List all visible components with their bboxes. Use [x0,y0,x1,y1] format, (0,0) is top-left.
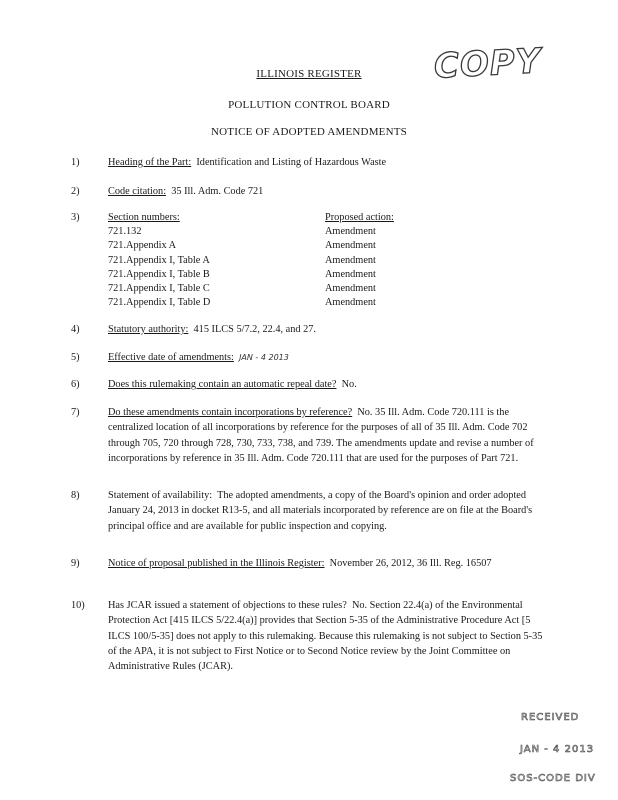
section-action: Amendment [325,240,376,252]
item-text: Identification and Listing of Hazardous Waste [196,157,387,168]
item-number: 10) [71,600,85,611]
item-body [108,488,548,534]
effective-date-handwritten: JAN - 4 2013 [239,353,289,362]
item-number: 5) [71,352,80,363]
section-number: 721.Appendix I, Table B [108,268,210,280]
section-action: Amendment [325,268,376,280]
item-body [108,377,548,392]
section-number: 721.Appendix I, Table D [108,297,211,309]
item-text: No. [341,379,357,390]
section-row [108,254,528,268]
item-number: 6) [71,379,80,390]
proposed-action-label: Proposed action: [325,212,394,223]
section-row [108,239,528,253]
item-label: Does this rulemaking contain an automatic repeal date? [108,379,337,390]
item-label: Heading of the Part: [108,157,192,168]
item-label: Effective date of amendments: [108,352,234,363]
item-body [108,350,548,365]
section-number: 721.Appendix I, Table C [108,283,210,295]
item-text: 35 Ill. Adm. Code 721 [171,186,264,197]
section-row [108,268,528,282]
item-body [108,155,548,170]
item-text: The adopted amendments, a copy of the Board's opinion and order adopted January 24, 2013 in docket R13-5, and all materials incorporated by reference are on file at the Board's principal office and are available for public inspection and copying. [108,490,533,532]
register-title-text: ILLINOIS REGISTER [256,68,362,80]
section-action: Amendment [325,226,376,238]
item-number: 3) [71,212,80,223]
section-numbers-label: Section numbers: [108,212,180,223]
board-title: POLLUTION CONTROL BOARD [228,99,390,111]
notice-title: NOTICE OF ADOPTED AMENDMENTS [211,126,407,138]
section-number: 721.Appendix I, Table A [108,254,210,266]
item-label: Notice of proposal published in the Illinois Register: [108,558,325,569]
section-row [108,225,528,239]
item-body [108,556,548,571]
item-text: No. Section 22.4(a) of the Environmental Protection Act [415 ILCS 5/22.4(a)] provides that Section 5-35 of the Administrative Procedure Act [5 ILCS 100/5-35] does not apply to this rulemaking. Because this rulemaking is not subject to Section 5-35 of the APA, it is not subject to First Notice or to Second Notice review by the Joint Committee on Administrative Rules (JCAR). [108,600,543,673]
section-action: Amendment [325,283,376,295]
received-stamp-date: JAN - 4 2013 [520,744,595,755]
item-label: Code citation: [108,186,167,197]
received-stamp-division: SOS-CODE DIV [510,773,596,784]
section-row [108,296,528,310]
section-action: Amendment [325,297,376,309]
section-row [108,282,528,296]
item-number: 7) [71,407,80,418]
item-text: November 26, 2012, 36 Ill. Reg. 16507 [329,558,492,569]
item-body [108,598,548,674]
item-text: No. 35 Ill. Adm. Code 720.111 is the centralized location of all incorporations by reference for the purposes of all of 35 Ill. Adm. Code 702 through 705, 720 through 728, 730, 733, 738, and 739. The amendments update and revise a number of incorporations by reference in 35 Ill. Adm. Code 720.111 that are used for the purposes of Part 721. [108,407,534,464]
item-label: Statement of availability: [108,490,213,501]
received-stamp: RECEIVED [521,712,580,723]
section-table [108,211,528,310]
item-number: 1) [71,157,80,168]
item-number: 4) [71,324,80,335]
copy-stamp: COPY [433,41,543,87]
item-number: 2) [71,186,80,197]
section-table-header [108,211,528,225]
item-text: 415 ILCS 5/7.2, 22.4, and 27. [193,324,316,335]
section-action: Amendment [325,254,376,266]
section-number: 721.Appendix A [108,240,177,252]
item-label: Has JCAR issued a statement of objections to these rules? [108,600,347,611]
item-label: Do these amendments contain incorporations by reference? [108,407,353,418]
section-number: 721.132 [108,226,142,238]
item-label: Statutory authority: [108,324,189,335]
item-body [108,184,548,199]
item-body [108,405,548,466]
item-number: 9) [71,558,80,569]
item-number: 8) [71,490,80,501]
item-body [108,322,548,337]
